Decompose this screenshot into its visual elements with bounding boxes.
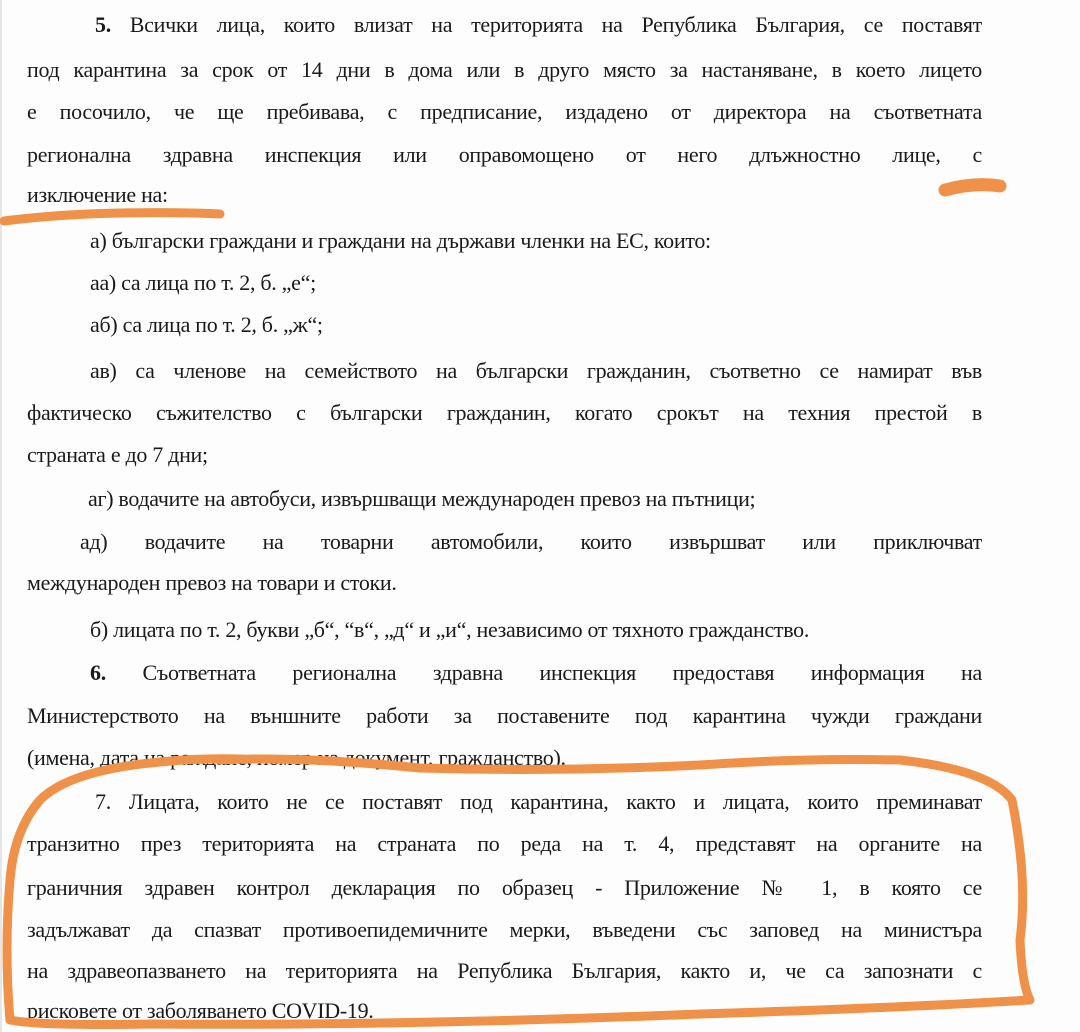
subitem-av-line: фактическо съжителство с български гражданин, когато срокът на техния престой в — [27, 400, 982, 425]
paragraph-6-line: (имена, дата на раждане, номер на документ, гражданство). — [27, 745, 566, 770]
paragraph-5-line: е посочило, че ще пребивава, с предписание, издадено от директора на съответната — [27, 99, 982, 124]
subitem-ab: аб) са лица по т. 2, б. „ж“; — [90, 312, 323, 337]
subitem-av-line: страната е до 7 дни; — [27, 442, 208, 467]
subitem-a: а) български граждани и граждани на държави членки на ЕС, които: — [90, 228, 711, 253]
paragraph-6-line — [27, 658, 982, 688]
underline-highlight — [4, 213, 220, 221]
subitem-ad: ад) водачите на товарни автомобили, които извършват или приключват — [80, 529, 982, 554]
subitem-av: ав) са членове на семейството на български гражданин, съответно се намират във — [90, 358, 982, 383]
paragraph-5-line: регионална здравна инспекция или оправомощено от него длъжностно лице, с — [27, 142, 982, 167]
item-number: 6. — [90, 660, 106, 685]
paragraph-7-line: задължават да спазват противоепидемичните мерки, въведени със заповед на министъра — [27, 917, 982, 942]
paragraph-7-line: 7. Лицата, които не се поставят под карантина, както и лицата, които преминават — [95, 789, 982, 814]
item-number: 5. — [95, 12, 111, 37]
subitem-aa: аа) са лица по т. 2, б. „е“; — [90, 270, 316, 295]
paragraph-5-line: под карантина за срок от 14 дни в дома или в друго място за настаняване, в което лицето — [27, 57, 982, 82]
subitem-ad-line: международен превоз на товари и стоки. — [27, 570, 397, 595]
line-text: Всички лица, които влизат на територията на Република България, се поставят — [110, 12, 982, 37]
paragraph-7-line: на здравеопазването на територията на Република България, както и, че са запознати с — [27, 958, 982, 983]
paragraph-5-line — [27, 10, 982, 40]
subitem-b: б) лицата по т. 2, букви „б“, “в“, „д“ и „и“, независимо от тяхното гражданство. — [90, 617, 810, 642]
line-text: Съответната регионална здравна инспекция предоставя информация на — [105, 660, 982, 685]
paragraph-7-line: граничния здравен контрол декларация по образец - Приложение № 1, в която се — [27, 875, 982, 900]
paragraph-7-line: транзитно през територията на страната по реда на т. 4, представят на органите на — [27, 831, 982, 856]
paragraph-7-line: рисковете от заболяването COVID-19. — [27, 998, 374, 1023]
subitem-ag: аг) водачите на автобуси, извършващи международен превоз на пътници; — [88, 486, 756, 511]
paragraph-6-line: Министерството на външните работи за поставените под карантина чужди граждани — [27, 703, 982, 728]
paragraph-5-line: изключение на: — [27, 182, 168, 207]
page-edge — [0, 0, 2, 1032]
